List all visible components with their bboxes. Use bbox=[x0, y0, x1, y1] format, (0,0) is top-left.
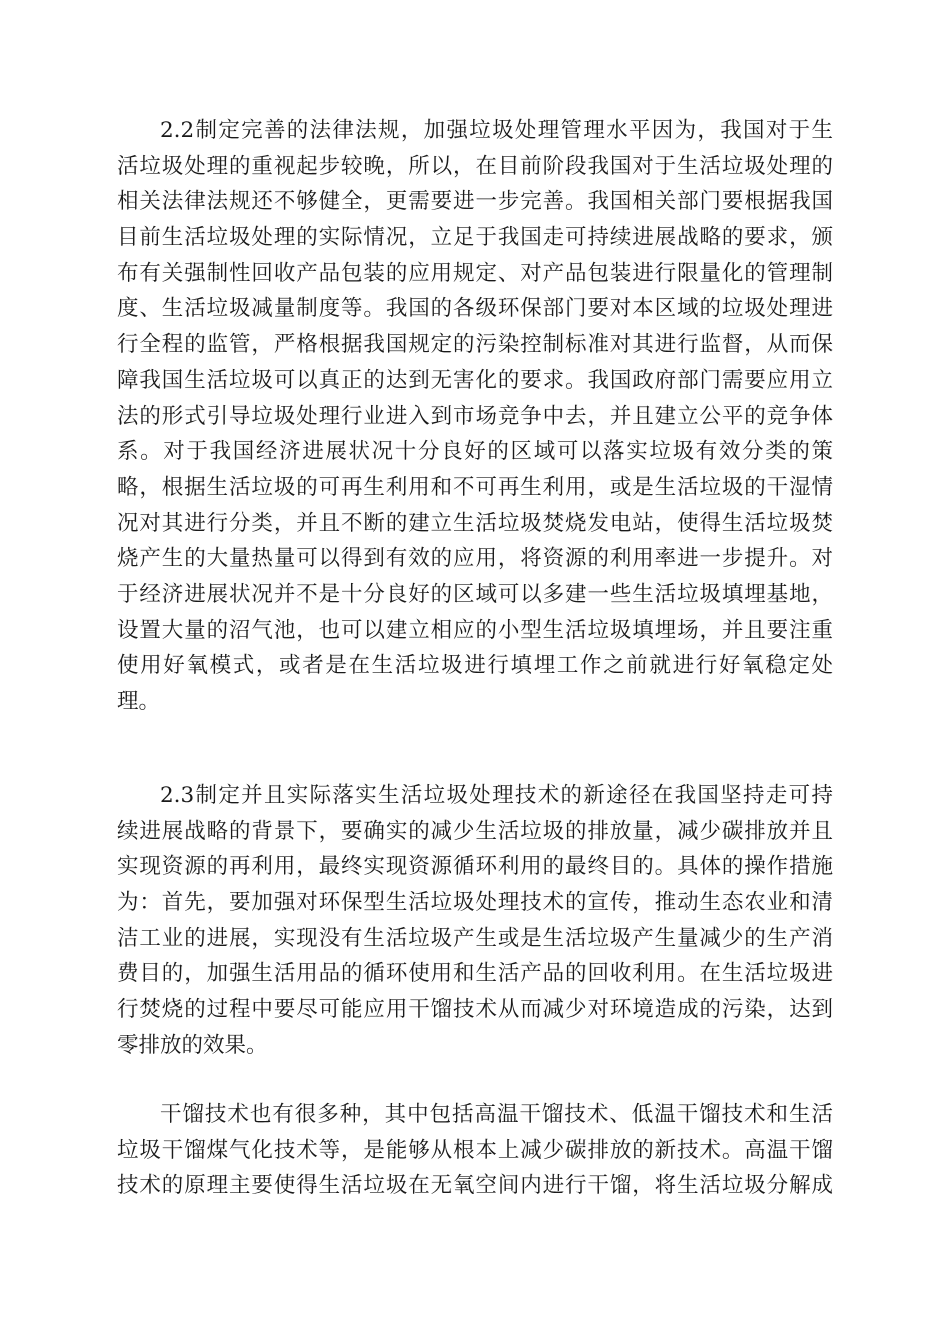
text-line: 2.3制定并且实际落实生活垃圾处理技术的新途径在我国坚持走可持 bbox=[160, 783, 833, 808]
paragraph-dry-distillation bbox=[117, 1097, 833, 1204]
text-line: 度、生活垃圾减量制度等。我国的各级环保部门要对本区域的垃圾处理进 bbox=[117, 296, 833, 322]
text-line: 烧产生的大量热量可以得到有效的应用，将资源的利用率进一步提升。对 bbox=[117, 546, 833, 572]
text-line: 使用好氧模式，或者是在生活垃圾进行填埋工作之前就进行好氧稳定处 bbox=[117, 653, 833, 679]
text-line: 行全程的监管，严格根据我国规定的污染控制标准对其进行监督，从而保 bbox=[117, 332, 833, 358]
text-line: 布有关强制性回收产品包装的应用规定、对产品包装进行限量化的管理制 bbox=[117, 260, 833, 286]
text-line: 零排放的效果。 bbox=[117, 1032, 268, 1058]
text-line: 技术的原理主要使得生活垃圾在无氧空间内进行干馏，将生活垃圾分解成 bbox=[117, 1173, 833, 1199]
text-line: 洁工业的进展，实现没有生活垃圾产生或是生活垃圾产生量减少的生产消 bbox=[117, 925, 833, 951]
paragraph-2-3-new-techniques bbox=[117, 778, 833, 1064]
text-line: 法的形式引导垃圾处理行业进入到市场竞争中去，并且建立公平的竞争体 bbox=[117, 403, 833, 429]
text-line: 障我国生活垃圾可以真正的达到无害化的要求。我国政府部门需要应用立 bbox=[117, 367, 833, 393]
text-line: 活垃圾处理的重视起步较晚，所以，在目前阶段我国对于生活垃圾处理的 bbox=[117, 153, 833, 179]
text-line: 况对其进行分类，并且不断的建立生活垃圾焚烧发电站，使得生活垃圾焚 bbox=[117, 510, 833, 536]
text-line: 目前生活垃圾处理的实际情况，立足于我国走可持续进展战略的要求，颁 bbox=[117, 225, 833, 251]
text-line: 相关法律法规还不够健全，更需要进一步完善。我国相关部门要根据我国 bbox=[117, 189, 833, 215]
text-line: 干馏技术也有很多种，其中包括高温干馏技术、低温干馏技术和生活 bbox=[160, 1102, 833, 1127]
text-line: 设置大量的沼气池，也可以建立相应的小型生活垃圾填埋场，并且要注重 bbox=[117, 617, 833, 643]
text-line: 行焚烧的过程中要尽可能应用干馏技术从而减少对环境造成的污染，达到 bbox=[117, 997, 833, 1023]
text-line: 略，根据生活垃圾的可再生利用和不可再生利用，或是生活垃圾的干湿情 bbox=[117, 474, 833, 500]
text-line: 系。对于我国经济进展状况十分良好的区域可以落实垃圾有效分类的策 bbox=[117, 439, 833, 465]
text-line: 垃圾干馏煤气化技术等，是能够从根本上减少碳排放的新技术。高温干馏 bbox=[117, 1137, 833, 1163]
text-line: 费目的，加强生活用品的循环使用和生活产品的回收利用。在生活垃圾进 bbox=[117, 961, 833, 987]
text-line: 实现资源的再利用，最终实现资源循环利用的最终目的。具体的操作措施 bbox=[117, 854, 833, 880]
text-line: 于经济进展状况并不是十分良好的区域可以多建一些生活垃圾填埋基地， bbox=[117, 581, 833, 607]
paragraph-2-2-legal-regulations bbox=[117, 113, 833, 720]
text-line: 2.2制定完善的法律法规，加强垃圾处理管理水平因为，我国对于生 bbox=[160, 118, 833, 143]
text-line: 续进展战略的背景下，要确实的减少生活垃圾的排放量，减少碳排放并且 bbox=[117, 818, 833, 844]
text-line: 为：首先，要加强对环保型生活垃圾处理技术的宣传，推动生态农业和清 bbox=[117, 890, 833, 916]
text-line: 理。 bbox=[117, 689, 161, 714]
